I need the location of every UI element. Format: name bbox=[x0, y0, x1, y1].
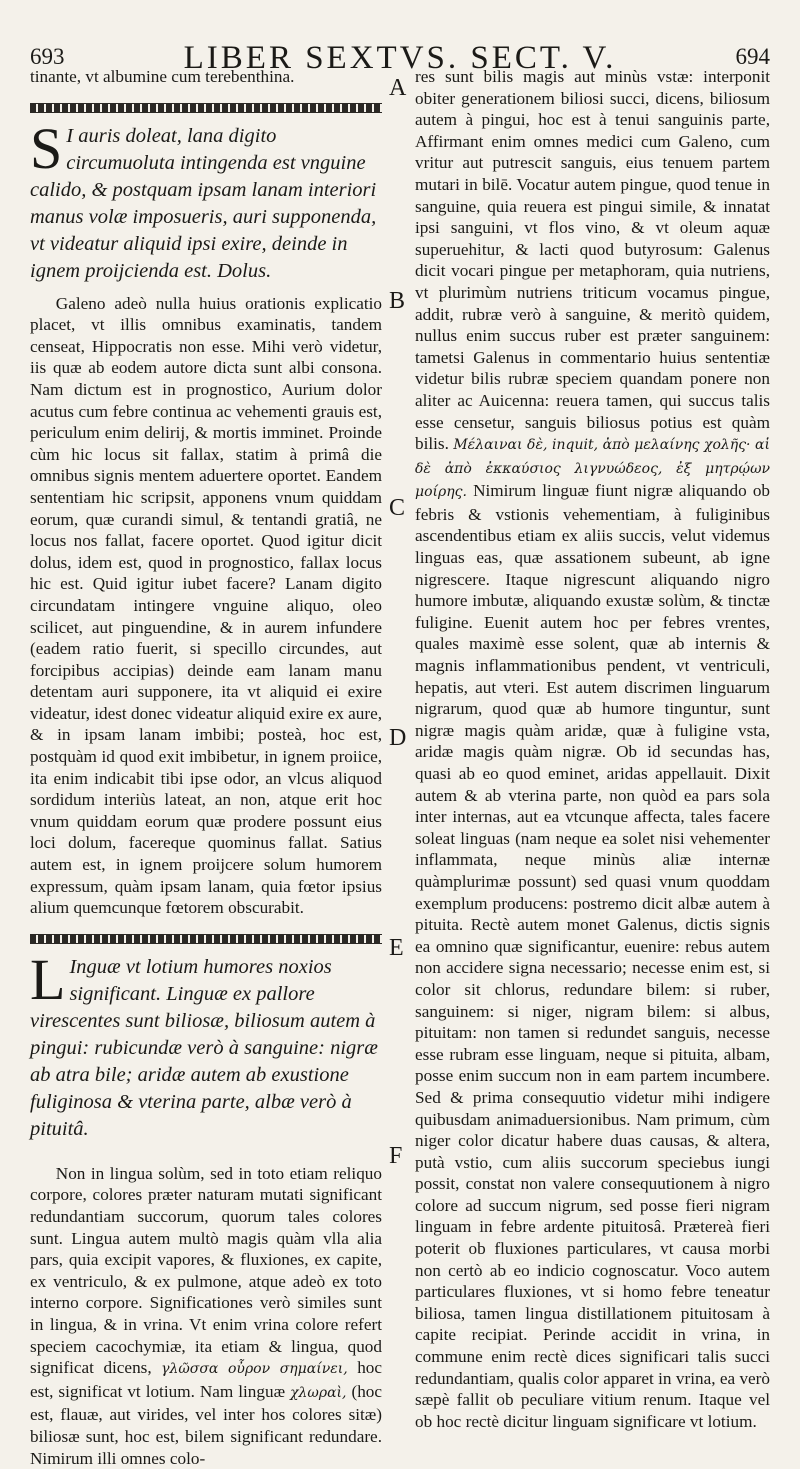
margin-letter-a: A bbox=[389, 75, 407, 101]
drop-cap: L bbox=[30, 946, 66, 1012]
aphorism-lemma bbox=[30, 946, 382, 1143]
ornament-rule bbox=[30, 934, 382, 944]
aphorism-lemma bbox=[30, 115, 382, 285]
continued-line: tinante, vt albumine cum terebenthina. bbox=[30, 67, 295, 86]
commentary-paragraph bbox=[30, 1163, 382, 1469]
right-column bbox=[415, 66, 770, 1432]
margin-letter-f: F bbox=[389, 1143, 403, 1169]
text-run: res sunt bilis magis aut minùs vstæ: interponit obiter generationem biliosi succi, dicens, biliosum autem à pingui, hoc est à tenui sanguinis parte, Affirmant enim omnes medici cum Galeno, cum vritur aut putrescit sanguis, eius tenuem partem mutari in bilē. Vocatur autem pingue, quod tenue in sanguine, quia reuera est pingui simile, & innatat ipsi sanguini, vt flos vino, & vt oleum aquæ superuehitur, & lacti quod butyrosum: Galenus dicit vocari pingue per metaphoram, quia nutriens, vt plurimùm nutriens triticum vocamus pingue, addit, rubræ verò à sanguine, & meritò quidem, nullus enim succus ruber est præter sanguinem: tametsi Galenus in commentario huius sententiæ videtur bilis rubræ speciem quandam ponere non aliter ac Auicenna: reuera tamen, qui succus talis esse censetur, sanguis biliosus potius est quàm bilis. bbox=[415, 67, 770, 454]
greek-quote: γλῶσσα οὖρον σημαίνει, bbox=[161, 1361, 348, 1378]
margin-letter-c: C bbox=[389, 495, 406, 521]
margin-letter-d: D bbox=[389, 725, 407, 751]
text-run: hoc est, significat vt lotium. Nam linguæ bbox=[30, 1358, 383, 1401]
margin-letter-b: B bbox=[389, 288, 406, 314]
commentary-paragraph: Galeno adeò nulla huius orationis explicatio placet, vt illis omnibus examinatis, tandem censeat, Hippocratis non esse. Mihi verò videtur, iis quæ ab eodem autore dicta sunt albi consona. Nam dictum est in prognostico, Aurium dolor acutus cum febre continua ac vehementi grauis est, periculum enim delirij, & mortis imminet. Proinde cùm hic locus sit fallax, statim à primâ die omnibus signis mentem aduertere oportet. Eandem sententiam hic scripsit, apponens vnum quiddam eorum, quæ curandi simul, & tentandi gratiâ, ne locus nos fallat, facere oportet. Quod igitur dicit dolus, idem est, quod in prognostico, fallax locus hic est. Quid igitur iubet facere? Lanam digito circundatam intingere vnguine aliquo, oleo scilicet, aut pinguendine, & in aurem infundere (eadem ratio fuerit, si specillo circundes, aut forcipibus accipias) deinde eam lanam manu detentam auri supponere, ita vt aliquid ei exire videatur, idest donec videatur aliquid exire ex aure, & in ipsam lanam imbibi; posteà, hoc est, postquàm id quod exit imbibetur, in ignem proiice, ita enim indicabit tibi ipse odor, an vlcus aliquod sordidum interiùs lateat, an non, atque erit hoc vnum quiddam eorum quæ prodere possunt eius loci dolum, facereque quominus fallat. Satius autem est, in ignem proijcere solum humorem expressum, quàm ipsam lanam, quia fœtor ipsius alium quemcunque fœtorem obscurabit. bbox=[30, 293, 382, 918]
greek-quote: Μέλαιναι δὲ, inquit, ἀπὸ μελαίνης χολῆς· αἱ δὲ ἀπὸ ἐκκαύσιος λιγνυώδεος, ἐξ μητρῴων μοίρης. bbox=[415, 437, 771, 501]
page-number-left: 693 bbox=[30, 44, 65, 69]
aphorism-text: I auris doleat, lana digito circumuoluta intingenda est vnguine calido, & postquam ipsam lanam interiori manus volæ imposueris, auri supponenda, vt videatur aliquid ipsi exire, deinde in ignem proijcienda est. Dolus. bbox=[30, 124, 377, 282]
text-run: Nimirum linguæ fiunt nigræ aliquando ob febris & vstionis vehementiam, à fuliginibus ascendentibus etiam ex aliis succis, velut videmus linguas eas, quæ assationem subeunt, ab igne nigrescere. Itaque nigrescunt aliquando nigro humore imbutæ, aliquando exustæ solùm, & tinctæ fuligine. Euenit autem hoc per febres vrentes, quales maximè esse solent, quæ ab internis & magnis inflammationibus pendent, vt ventriculi, hepatis, aut vteri. Est autem discrimen linguarum nigrarum, quod quæ ab humore tinguntur, sunt nigræ magis quàm aridæ, quæ à fuligine vsta, aridæ magis quàm nigræ. Ob id secundas has, quasi ab eo quod eminet, aridas appellauit. Dixit autem & ab vterina parte, non quòd ea pars sola inter internas, aut ea vtcunque affecta, tales facere soleat linguas (nam neque ea solet nisi vehementer inflammata, neque minùs aliæ internæ quàmplurimæ possunt) sed quasi vnum quoddam exemplum producens: postremo dicit albæ autem à pituita. Rectè autem monet Galenus, dictis signis ea omnino quæ significantur, euenire: rebus autem non accidere signa necessario; necesse enim est, si color sit chlorus, redundare bilem: si ruber, sanguinem: si niger, nigram bilem: si albus, pituitam: non tamen si redundet sanguis, necesse esse rubram esse linguam, neque si pituita, albam, posse enim succum non in eam partem incumbere. Sed & prima consequutio videtur mihi indigere quibusdam animaduersionibus. Nam primum, cùm niger color dicatur habere duas causas, & altera, putà vstio, cum aliis succorum speciebus iungi possit, constat non valere consequutionem à nigro colore ad succum nigrum, sed posse fieri nigram linguam in febre ardente pituitosâ. Prætereà fieri poterit ob fluxiones particulares, vt causa morbi non certò ab eo indicio cognoscatur. Voco autem particulares fluxiones, vt si homo febre teneatur biliosa, tamen lingua distillationem pituitosam à capite recipiat. Perinde accidit in vrina, in commune enim rectè dices significari talis succi redundantiam, qualis color apparet in vrina, ea verò sæpè fallit ob peculiare vitium renum. Itaque vel ob hoc rectè dicitur linguam significare vt lotium. bbox=[415, 481, 771, 1431]
text-run: (hoc est, flauæ, aut virides, vel inter hos colores sitæ) biliosæ sunt, hoc est, bilem significant redundare. Nimirum illi omnes colo- bbox=[30, 1381, 383, 1468]
drop-cap: S bbox=[30, 115, 63, 181]
greek-quote: χλωραὶ, bbox=[290, 1384, 347, 1401]
ornament-rule bbox=[30, 103, 382, 113]
left-column bbox=[30, 66, 382, 1469]
margin-letter-e: E bbox=[389, 935, 404, 961]
page-number-right: 694 bbox=[735, 44, 770, 69]
aphorism-text: Inguæ vt lotium humores noxios significant. Linguæ ex pallore virescentes sunt biliosæ, biliosum autem à pingui: rubicundæ verò à sanguine: nigræ ab atra bile; aridæ autem ab exustione fuliginosa & vterina parte, albæ verò à pituitâ. bbox=[30, 955, 378, 1140]
running-title: LIBER SEXTVS. SECT. V. bbox=[183, 40, 617, 76]
commentary-paragraph bbox=[415, 66, 770, 1432]
text-run: Non in lingua solùm, sed in toto etiam reliquo corpore, colores præter naturam mutati significant redundantiam succorum, quorum tales colores sunt. Lingua autem multò magis quàm vlla alia pars, quia excipit vapores, & fluxiones, ex capite, ex ventriculo, & ex pulmone, atque adeò ex toto interno corpore. Significationes verò similes sunt in lingua, & in vrina. Vt enim vrina colore refert speciem cacochymiæ, ita etiam & lingua, quod significat dicens, bbox=[30, 1163, 382, 1378]
spacer bbox=[30, 1151, 382, 1163]
